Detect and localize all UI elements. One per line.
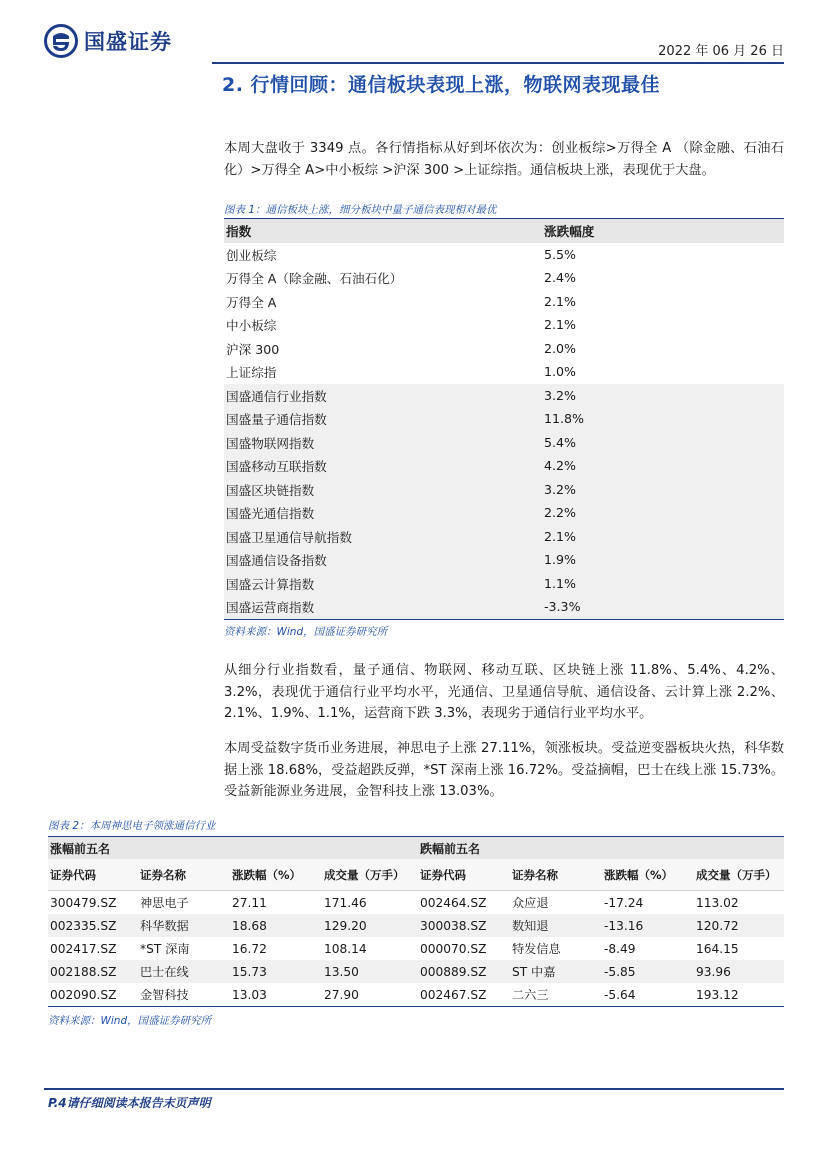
loser-change: -13.16: [604, 918, 644, 933]
table-row: [224, 313, 784, 337]
loser-code: 300038.SZ: [420, 918, 487, 933]
index-change: 1.0%: [544, 364, 576, 380]
index-change: -3.3%: [544, 599, 581, 615]
index-change: 3.2%: [544, 481, 576, 497]
gainer-name: 科华数据: [140, 919, 189, 933]
index-name: 国盛通信设备指数: [226, 553, 327, 569]
index-name: 国盛量子通信指数: [226, 412, 327, 428]
loser-volume: 93.96: [696, 964, 731, 979]
col-header-change: 涨跌幅（%）: [232, 867, 302, 882]
loser-code: 000889.SZ: [420, 964, 487, 979]
gainer-volume: 27.90: [324, 987, 359, 1002]
index-change: 2.0%: [544, 340, 576, 356]
loser-change: -17.24: [604, 895, 644, 910]
col-header-name: 证券名称: [512, 867, 558, 882]
table1-header-change: 涨跌幅度: [544, 224, 595, 240]
table-row: [48, 914, 784, 937]
loser-volume: 120.72: [696, 918, 739, 933]
table-row: [224, 290, 784, 314]
loser-name: 二六三: [512, 988, 549, 1002]
index-name: 国盛移动互联指数: [226, 459, 327, 475]
index-name: 国盛运营商指数: [226, 600, 315, 616]
table-row: [224, 525, 784, 549]
table-row: [224, 407, 784, 431]
index-name: 创业板综: [226, 247, 277, 263]
index-change: 11.8%: [544, 411, 585, 427]
index-name: 万得全 A（除金融、石油石化）: [226, 271, 403, 287]
table1-header-index: 指数: [226, 224, 252, 240]
gainer-volume: 108.14: [324, 941, 367, 956]
section-title: 2. 行情回顾：通信板块表现上涨，物联网表现最佳: [222, 74, 661, 96]
footer-divider: [44, 1088, 784, 1090]
gainer-code: 300479.SZ: [50, 895, 117, 910]
index-change: 3.2%: [544, 387, 576, 403]
index-performance-table: [224, 218, 784, 620]
loser-change: -5.85: [604, 964, 636, 979]
table2-header-row: [48, 859, 784, 891]
col-header-code: 证券代码: [50, 867, 96, 882]
sub-index-paragraph: 从细分行业指数看，量子通信、物联网、移动互联、区块链上涨 11.8%、5.4%、4.2%、3.2%，表现优于通信行业平均水平，光通信、卫星通信导航、通信设备、云计算上涨 2.2%、2.1%、1.9%、1.1%，运营商下跌 3.3%，表现劣于通信行业平均水平。: [224, 663, 784, 721]
loser-code: 000070.SZ: [420, 941, 487, 956]
loser-volume: 164.15: [696, 941, 739, 956]
table2-group-row: [48, 837, 784, 859]
index-name: 国盛卫星通信导航指数: [226, 529, 352, 545]
table-row: [48, 960, 784, 983]
table1-header-row: [224, 219, 784, 243]
loser-volume: 113.02: [696, 895, 739, 910]
gainer-name: 巴士在线: [140, 965, 189, 979]
index-name: 国盛通信行业指数: [226, 388, 327, 404]
top-movers-table: [48, 836, 784, 1007]
index-name: 中小板综: [226, 318, 277, 334]
index-change: 2.1%: [544, 528, 576, 544]
table2-source: 资料来源：Wind，国盛证券研究所: [48, 1015, 212, 1027]
table1-caption: 图表 1：通信板块上涨，细分板块中量子通信表现相对最优: [224, 204, 497, 216]
losers-group-label: 跌幅前五名: [420, 841, 481, 856]
table-row: [224, 595, 784, 619]
col-header-name: 证券名称: [140, 867, 186, 882]
loser-name: 特发信息: [512, 942, 561, 956]
index-change: 1.1%: [544, 575, 576, 591]
index-name: 沪深 300: [226, 341, 280, 357]
table-row: [224, 478, 784, 502]
page-footer: P.4请仔细阅读本报告末页声明: [48, 1096, 211, 1110]
table-row: [224, 454, 784, 478]
col-header-code: 证券代码: [420, 867, 466, 882]
index-change: 5.4%: [544, 434, 576, 450]
stock-highlights-paragraph: 本周受益数字货币业务进展，神思电子上涨 27.11%，领涨板块。受益逆变器板块火热，科华数据上涨 18.68%，受益超跌反弹，*ST 深南上涨 16.72%。受益摘帽，巴士在线上涨 15.73%。受益新能源业务进展，金智科技上涨 13.03%。: [224, 741, 784, 799]
loser-code: 002464.SZ: [420, 895, 487, 910]
gainer-code: 002417.SZ: [50, 941, 117, 956]
table-row: [224, 337, 784, 361]
table-row: [48, 937, 784, 960]
table-row: [224, 572, 784, 596]
index-change: 2.4%: [544, 270, 576, 286]
table-row: [48, 983, 784, 1006]
index-change: 4.2%: [544, 458, 576, 474]
col-header-volume: 成交量（万手）: [324, 867, 405, 882]
gainer-change: 27.11: [232, 895, 267, 910]
index-change: 2.2%: [544, 505, 576, 521]
table2-caption: 图表 2：本周神思电子领涨通信行业: [48, 820, 216, 832]
gainer-volume: 13.50: [324, 964, 359, 979]
table-row: [224, 384, 784, 408]
gainer-volume: 171.46: [324, 895, 367, 910]
loser-name: 数知退: [512, 919, 549, 933]
header-divider: [212, 62, 784, 64]
gainer-volume: 129.20: [324, 918, 367, 933]
gainer-change: 18.68: [232, 918, 267, 933]
index-name: 上证综指: [226, 365, 277, 381]
guosheng-logo-icon: [44, 24, 78, 58]
table-row: [224, 266, 784, 290]
gainer-code: 002335.SZ: [50, 918, 117, 933]
table-row: [224, 501, 784, 525]
market-summary-paragraph: 本周大盘收于 3349 点。各行情指标从好到坏依次为：创业板综>万得全 A （除金融、石油石化）>万得全 A>中小板综 >沪深 300 >上证综指。通信板块上涨，表现优于大盘。: [224, 141, 784, 178]
gainer-code: 002188.SZ: [50, 964, 117, 979]
loser-name: ST 中嘉: [512, 965, 556, 979]
page-header: [44, 24, 784, 64]
gainers-group-label: 涨幅前五名: [50, 841, 111, 856]
gainer-code: 002090.SZ: [50, 987, 117, 1002]
report-date: 2022 年 06 月 26 日: [658, 44, 784, 59]
index-name: 国盛光通信指数: [226, 506, 315, 522]
index-name: 国盛云计算指数: [226, 576, 315, 592]
brand-logo: [44, 24, 172, 58]
loser-change: -5.64: [604, 987, 636, 1002]
index-change: 2.1%: [544, 293, 576, 309]
table1-source: 资料来源：Wind，国盛证券研究所: [224, 626, 388, 638]
index-name: 万得全 A: [226, 294, 277, 310]
gainer-name: 神思电子: [140, 896, 189, 910]
loser-name: 众应退: [512, 896, 549, 910]
gainer-change: 13.03: [232, 987, 267, 1002]
col-header-change: 涨跌幅（%）: [604, 867, 674, 882]
table-row: [224, 360, 784, 384]
gainer-name: 金智科技: [140, 988, 189, 1002]
table-row: [224, 548, 784, 572]
col-header-volume: 成交量（万手）: [696, 867, 777, 882]
loser-change: -8.49: [604, 941, 636, 956]
index-change: 2.1%: [544, 317, 576, 333]
table-row: [48, 891, 784, 914]
gainer-name: *ST 深南: [140, 942, 190, 956]
index-name: 国盛区块链指数: [226, 482, 315, 498]
gainer-change: 15.73: [232, 964, 267, 979]
brand-name: 国盛证券: [84, 30, 172, 54]
table-row: [224, 243, 784, 267]
index-name: 国盛物联网指数: [226, 435, 315, 451]
index-change: 1.9%: [544, 552, 576, 568]
gainer-change: 16.72: [232, 941, 267, 956]
loser-code: 002467.SZ: [420, 987, 487, 1002]
table-row: [224, 431, 784, 455]
index-change: 5.5%: [544, 246, 576, 262]
loser-volume: 193.12: [696, 987, 739, 1002]
